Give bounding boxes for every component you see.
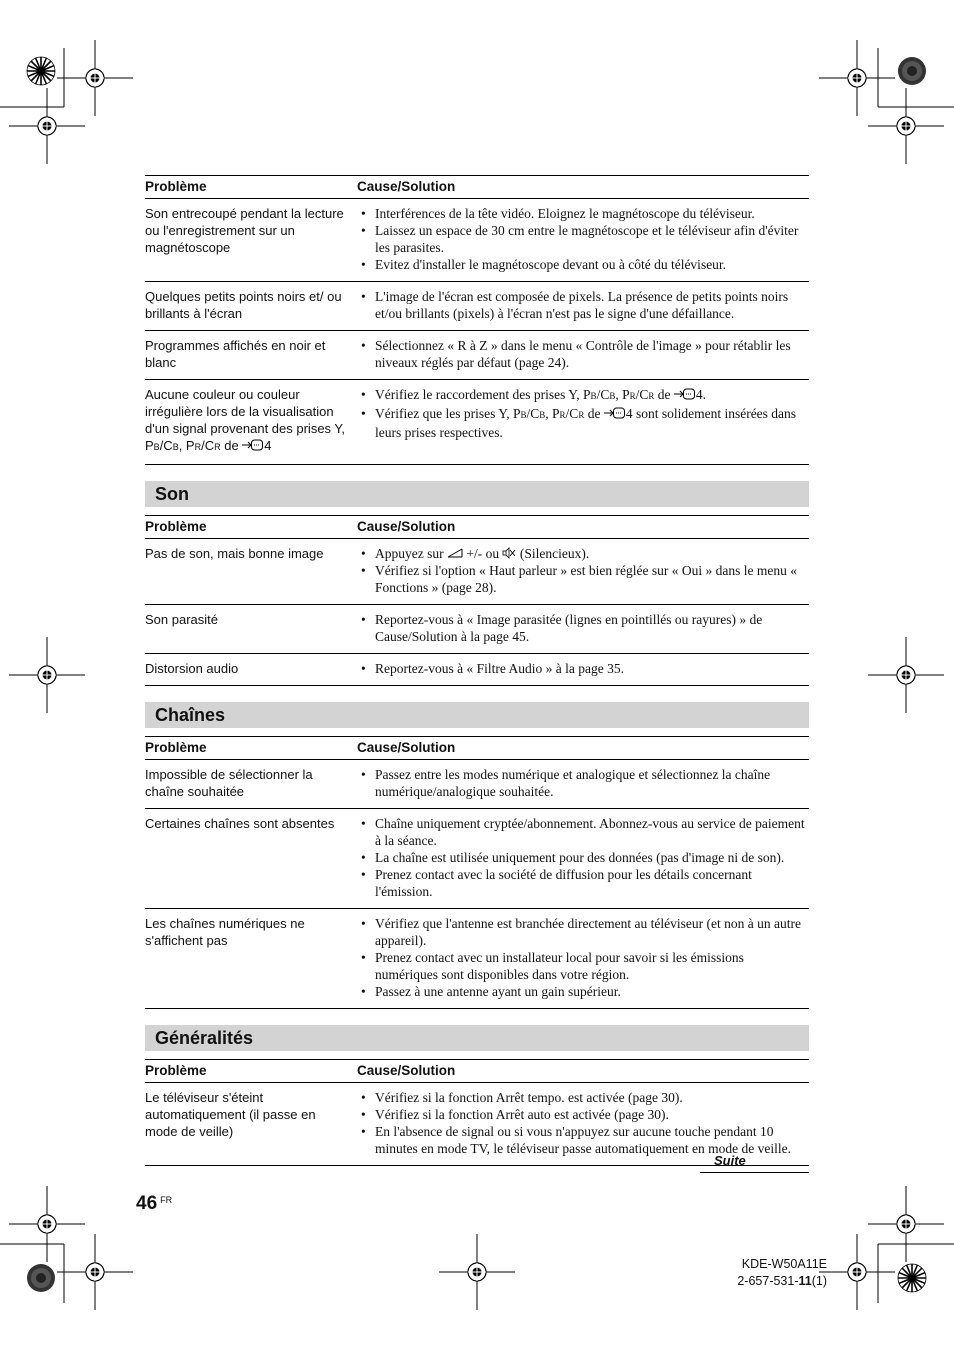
solution-item: • Vérifiez si la fonction Arrêt tempo. est activée (page 30).: [357, 1089, 809, 1106]
table-row: [145, 282, 809, 331]
model-info: [737, 1256, 827, 1290]
problem-cell: Les chaînes numériques ne s'affichent pas: [145, 909, 357, 1009]
section-title-son: Son: [145, 481, 809, 507]
table-son: [145, 515, 809, 686]
input-connector-icon: [604, 407, 626, 419]
section-title-generalites: Généralités: [145, 1025, 809, 1051]
table-row: [145, 199, 809, 282]
table-row: [145, 654, 809, 686]
problem-cell: Pas de son, mais bonne image: [145, 539, 357, 605]
solution-item: • Passez entre les modes numérique et analogique et sélectionnez la chaîne numérique/analogique souhaitée.: [357, 766, 809, 800]
col-header-problem: Problème: [145, 1060, 357, 1083]
table-generalites: [145, 1059, 809, 1166]
solution-item: • Vérifiez si l'option « Haut parleur » est bien réglée sur « Oui » dans le menu « Fonctions » (page 28).: [357, 562, 809, 596]
volume-icon: [447, 548, 463, 558]
section-title-chaines: Chaînes: [145, 702, 809, 728]
solution-item: • En l'absence de signal ou si vous n'appuyez sur aucune touche pendant 10 minutes en mode TV, le téléviseur passe automatiquement en mode de veille.: [357, 1123, 809, 1157]
solution-item: • L'image de l'écran est composée de pixels. La présence de petits points noirs et/ou brillants (pixels) à l'écran n'est pas le signe d'une défaillance.: [357, 288, 809, 322]
input-connector-icon: [242, 439, 264, 451]
troubleshooting-content: [145, 175, 809, 1166]
col-header-solution: Cause/Solution: [357, 176, 809, 199]
solution-item: • Passez à une antenne ayant un gain supérieur.: [357, 983, 809, 1000]
problem-cell: Impossible de sélectionner la chaîne souhaitée: [145, 760, 357, 809]
solution-item: • Appuyez sur +/- ou (Silencieux).: [357, 545, 809, 562]
problem-cell: Programmes affichés en noir et blanc: [145, 331, 357, 380]
document-code: 2-657-531-11(1): [737, 1274, 827, 1288]
col-header-solution: Cause/Solution: [357, 516, 809, 539]
solution-item: • Evitez d'installer le magnétoscope devant ou à côté du téléviseur.: [357, 256, 809, 273]
problem-cell: Distorsion audio: [145, 654, 357, 686]
col-header-problem: Problème: [145, 516, 357, 539]
page-number: 46 $^{FR}$: [136, 1193, 173, 1214]
table-chaines: [145, 736, 809, 1009]
model-number: KDE-W50A11E: [741, 1257, 827, 1271]
solution-item: • Vérifiez si la fonction Arrêt auto est activée (page 30).: [357, 1106, 809, 1123]
input-connector-icon: [674, 388, 696, 400]
solution-item: • Laissez un espace de 30 cm entre le magnétoscope et le téléviseur afin d'éviter les parasites.: [357, 222, 809, 256]
col-header-problem: Problème: [145, 176, 357, 199]
table-image: [145, 175, 809, 465]
table-row: [145, 605, 809, 654]
problem-cell: Quelques petits points noirs et/ ou brillants à l'écran: [145, 282, 357, 331]
col-header-problem: Problème: [145, 737, 357, 760]
col-header-solution: Cause/Solution: [357, 737, 809, 760]
table-row: [145, 809, 809, 909]
problem-cell: Le téléviseur s'éteint automatiquement (il passe en mode de veille): [145, 1083, 357, 1166]
problem-cell: Aucune couleur ou couleur irrégulière lors de la visualisation d'un signal provenant des prises Y, PB/CB, PR/CR de 4: [145, 380, 357, 465]
table-row: [145, 909, 809, 1009]
solution-item: • Sélectionnez « R à Z » dans le menu « Contrôle de l'image » pour rétablir les niveaux réglés par défaut (page 24).: [357, 337, 809, 371]
problem-cell: Son parasité: [145, 605, 357, 654]
solution-item: • Vérifiez que les prises Y, PB/CB, PR/CR de 4 sont solidement insérées dans leurs prises respectives.: [357, 405, 809, 441]
solution-item: • Interférences de la tête vidéo. Eloignez le magnétoscope du téléviseur.: [357, 205, 809, 222]
problem-cell: Son entrecoupé pendant la lecture ou l'enregistrement sur un magnétoscope: [145, 199, 357, 282]
col-header-solution: Cause/Solution: [357, 1060, 809, 1083]
table-row: [145, 539, 809, 605]
table-row: [145, 380, 809, 465]
solution-item: • La chaîne est utilisée uniquement pour des données (pas d'image ni de son).: [357, 849, 809, 866]
solution-item: • Prenez contact avec la société de diffusion pour les détails concernant l'émission.: [357, 866, 809, 900]
problem-cell: Certaines chaînes sont absentes: [145, 809, 357, 909]
continued-label: Suite: [700, 1153, 809, 1173]
solution-item: • Vérifiez que l'antenne est branchée directement au téléviseur (et non à un autre appareil).: [357, 915, 809, 949]
page-language: FR: [160, 1195, 173, 1205]
table-row: [145, 331, 809, 380]
solution-item: • Reportez-vous à « Image parasitée (lignes en pointillés ou rayures) » de Cause/Solution à la page 45.: [357, 611, 809, 645]
table-row: [145, 760, 809, 809]
solution-item: • Vérifiez le raccordement des prises Y, PB/CB, PR/CR de 4.: [357, 386, 809, 405]
mute-icon: [502, 547, 516, 559]
solution-item: • Prenez contact avec un installateur local pour savoir si les émissions numériques sont disponibles dans votre région.: [357, 949, 809, 983]
solution-item: • Reportez-vous à « Filtre Audio » à la page 35.: [357, 660, 809, 677]
solution-item: • Chaîne uniquement cryptée/abonnement. Abonnez-vous au service de paiement à la séance.: [357, 815, 809, 849]
